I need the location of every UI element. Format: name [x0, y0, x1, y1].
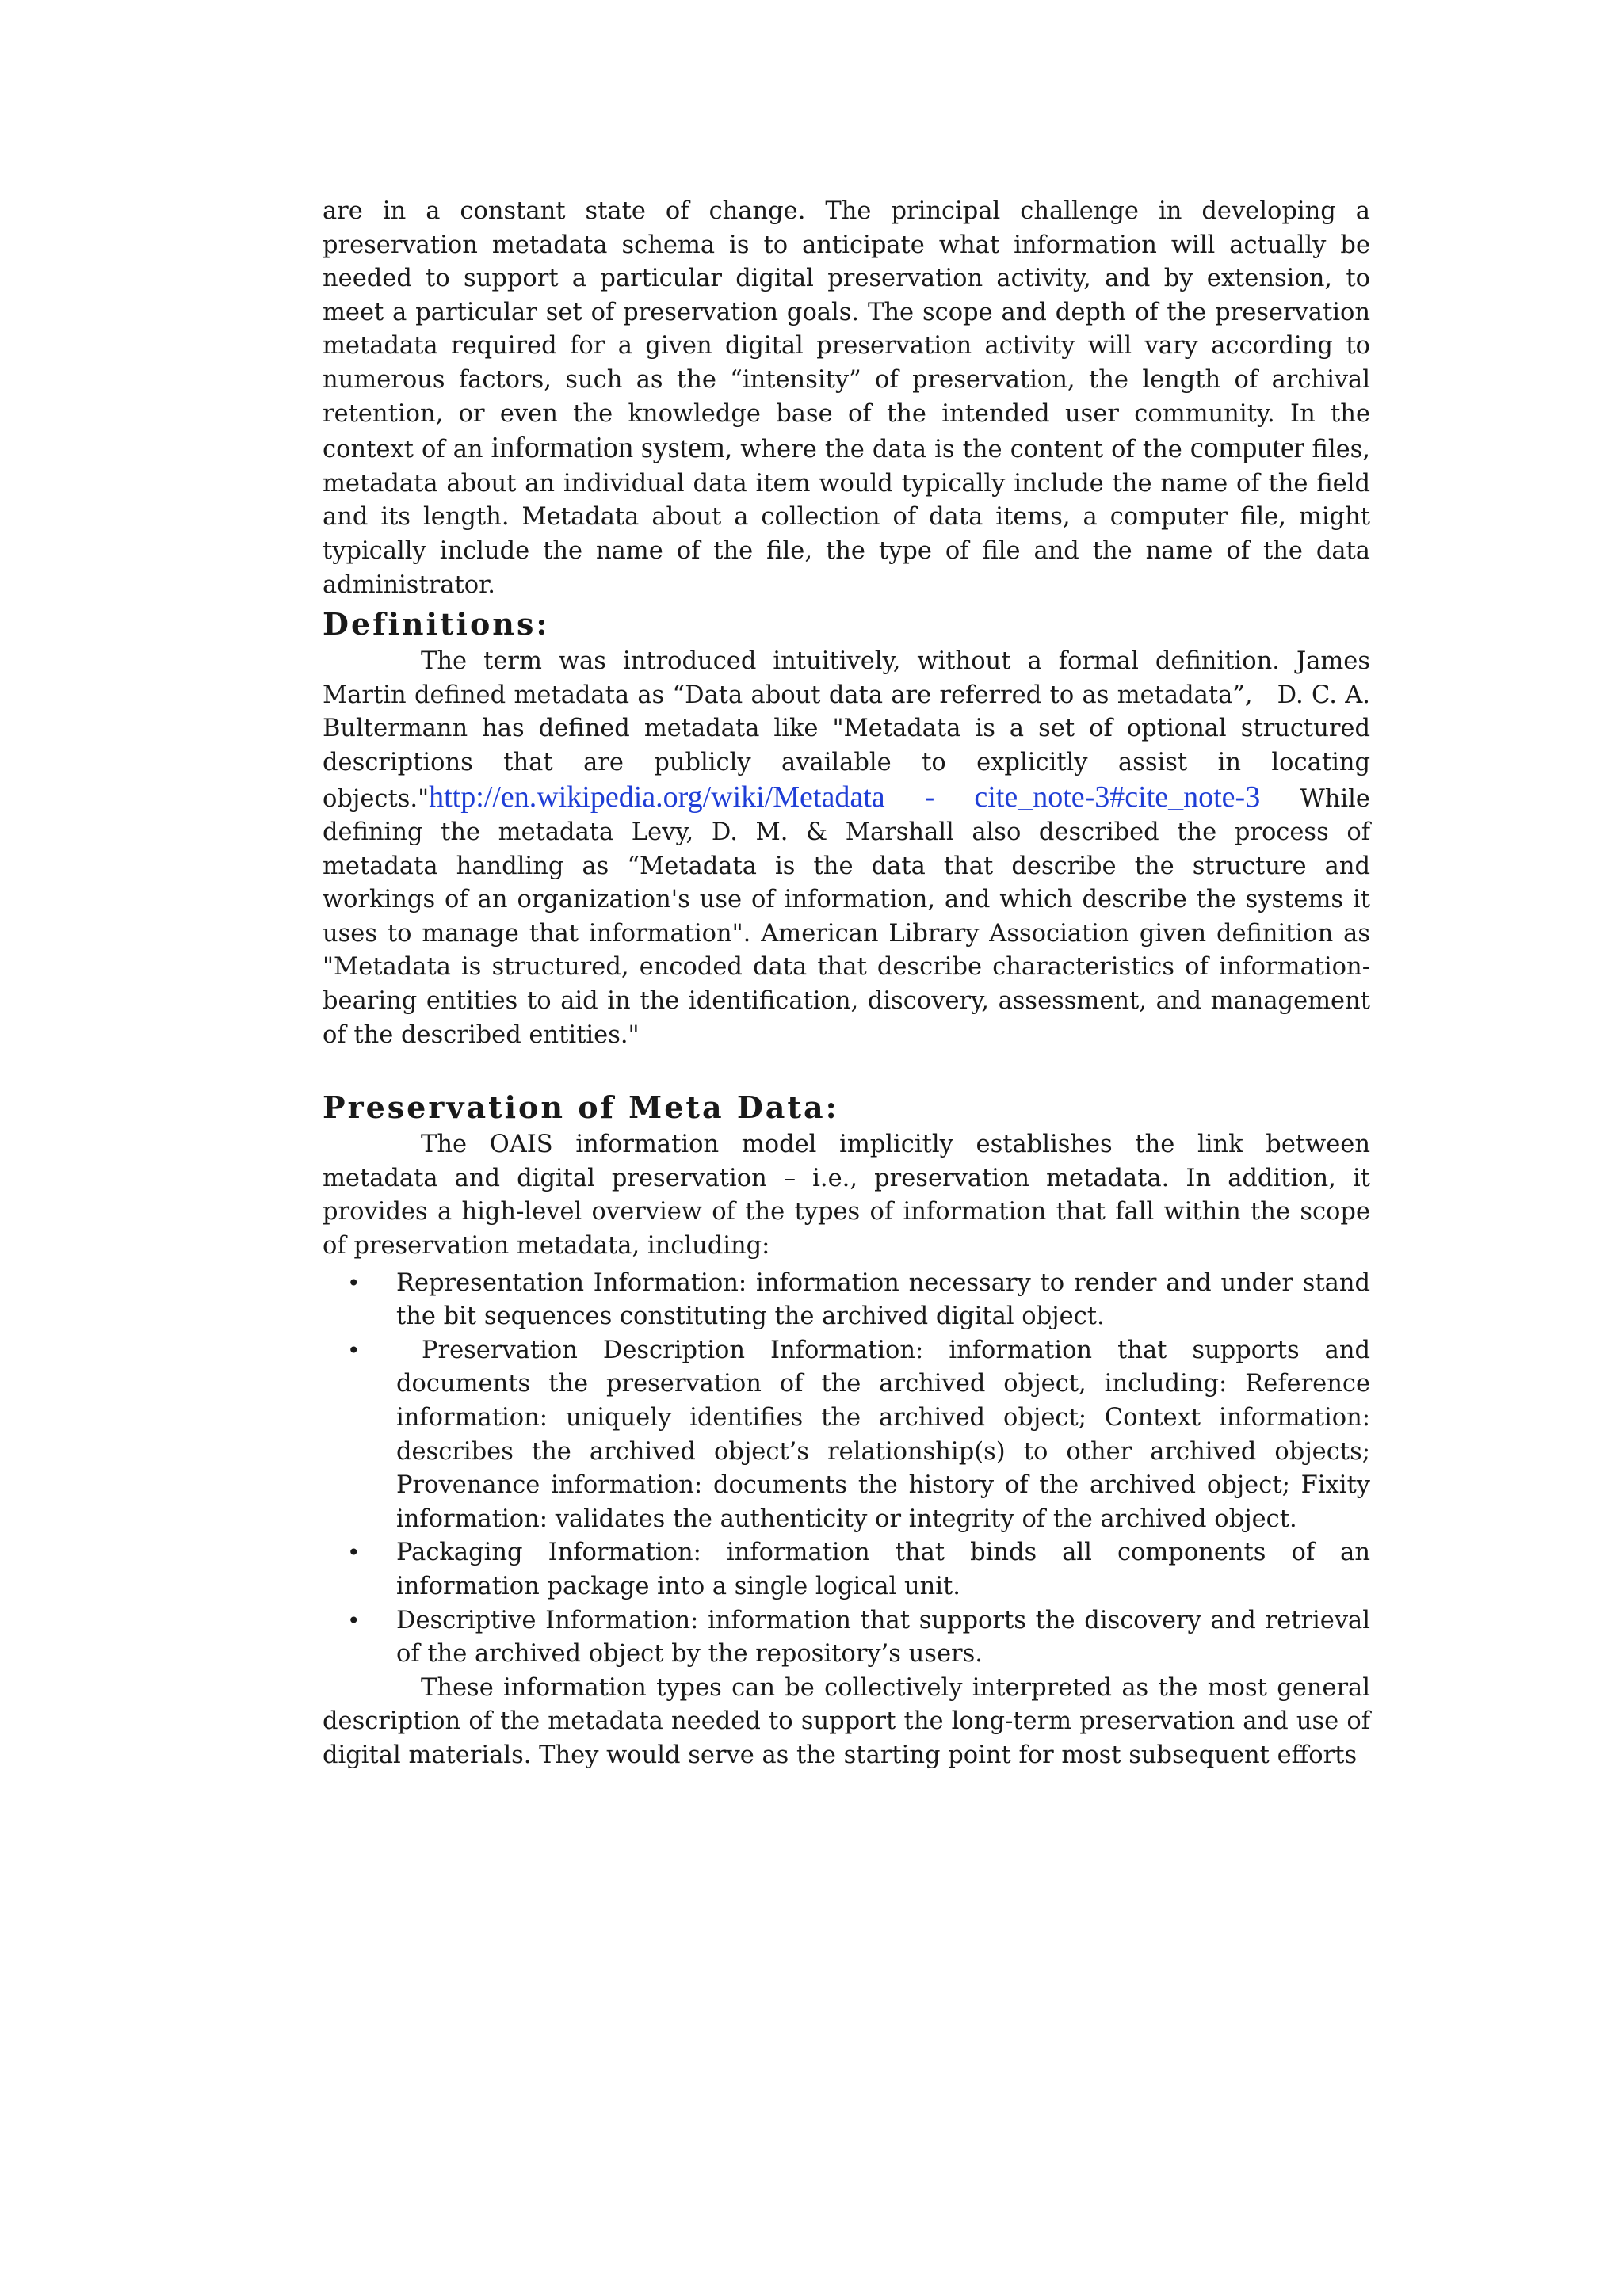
definitions-paragraph: [323, 645, 1370, 1052]
list-item-text: Preservation Description Information: information that supports and documents the preservation of the archived object, including: Reference information: uniquely identifies the archived object; Context information: describes the archived object’s relationship(s) to other archived objects; Provenance information: documents the history of the archived object; Fixity information: validates the authenticity or integrity of the archived object.: [396, 1336, 1370, 1533]
term-computer: computer: [1190, 431, 1304, 465]
list-item: [323, 1267, 1370, 1334]
preservation-heading: Preservation of Meta Data:: [323, 1089, 839, 1126]
bullet-icon: •: [347, 1607, 361, 1634]
wikipedia-citation-link[interactable]: http://en.wikipedia.org/wiki/Metadata - cite_note-3#cite_note-3: [429, 780, 1261, 814]
list-item: [323, 1334, 1370, 1537]
intro-text-a: are in a constant state of change. The principal challenge in developing a preservation metadata schema is to anticipate what information will actually be needed to support a particular digital preservation activity, and by extension, to meet a particular set of preservation goals. The scope and depth of the preservation metadata required for a given digital preservation activity will vary according to numerous factors, such as the “intensity” of preservation, the length of archival retention, or even the knowledge base of the intended user community. In the context of an: [323, 197, 1370, 464]
definitions-heading: Definitions:: [323, 606, 550, 643]
preservation-closing-paragraph: These information types can be collectively interpreted as the most general description of the metadata needed to support the long-term preservation and use of digital materials. They would serve as the starting point for most subsequent efforts: [323, 1673, 1370, 1769]
list-item-text: Packaging Information: information that binds all components of an information package into a single logical unit.: [396, 1539, 1370, 1600]
list-item: [323, 1604, 1370, 1672]
intro-text-c: files, metadata about an individual data item would typically include the name of the field and its length. Metadata about a collection of data items, a computer file, might typically include the name of the file, the type of file and the name of the data administrator.: [323, 436, 1371, 599]
term-information-system: information system: [491, 431, 725, 465]
intro-text-b: , where the data is the content of the: [724, 436, 1190, 464]
list-item: [323, 1536, 1370, 1604]
intro-paragraph: [323, 195, 1370, 602]
document-page: [323, 195, 1370, 1773]
definitions-text-a: The term was introduced intuitively, without a formal definition. James Martin defined metadata as “Data about data are referred to as metadata”, D. C. A. Bultermann has defined metadata like "Metadata is a set of optional structured descriptions that are publicly available to explicitly assist in locating objects.": [323, 647, 1370, 813]
preservation-info-list: [323, 1267, 1370, 1672]
bullet-icon: •: [347, 1337, 361, 1363]
list-item-text: Representation Information: information necessary to render and under stand the bit sequences constituting the archived digital object.: [396, 1268, 1370, 1331]
bullet-icon: •: [347, 1269, 361, 1296]
bullet-icon: •: [347, 1539, 361, 1566]
preservation-intro-paragraph: The OAIS information model implicitly establishes the link between metadata and digital preservation – i.e., preservation metadata. In addition, it provides a high-level overview of the types of information that fall within the scope of preservation metadata, including:: [323, 1131, 1370, 1261]
list-item-text: Descriptive Information: information that supports the discovery and retrieval of the archived object by the repository’s users.: [396, 1606, 1370, 1669]
definitions-text-b: While defining the metadata Levy, D. M. & Marshall also described the process of metadata handling as “Metadata is the data that describe the structure and workings of an organization's use of information, and which describe the systems it uses to manage that information". American Library Association given definition as "Metadata is structured, encoded data that describe characteristics of information-bearing entities to aid in the identification, discovery, assessment, and management of the described entities.": [323, 784, 1370, 1049]
